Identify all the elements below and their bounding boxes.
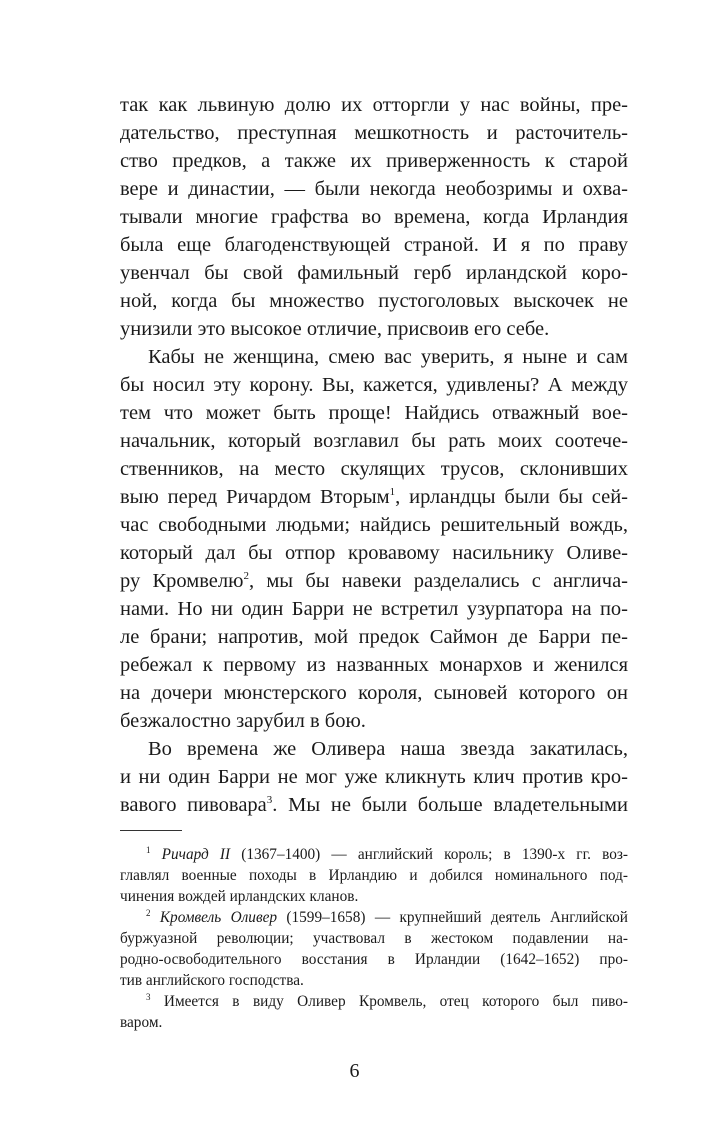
footnote-2-line: родно-освободительного восстания в Ирландии (1642–1652) про- [120, 951, 628, 968]
footnote-name: Кромвель Оливер [159, 909, 278, 926]
body-line: Кабы не женщина, смею вас уверить, я ныне и сам [148, 346, 628, 368]
body-line: час свободными людьми; найдись решительный вождь, [120, 514, 628, 536]
footnote-mark: 3 [146, 992, 151, 1002]
body-text: ру Кромвелю [120, 570, 244, 592]
footnote-2-line: буржуазной революции; участвовал в жестоком подавлении на- [120, 930, 628, 947]
footnote-ref-2[interactable]: 2 [243, 570, 249, 582]
footnote-name: Ричард II [161, 846, 231, 863]
body-line: вере и династии, — были некогда необозримы и охва- [120, 178, 628, 200]
body-line: нами. Но ни один Барри не встретил узурпатора на по- [120, 598, 628, 620]
body-line: Во времена же Оливера наша звезда закатилась, [148, 738, 628, 760]
page-number: 6 [349, 1060, 360, 1082]
body-line: который дал бы отпор кровавому насильнику Оливе- [120, 542, 628, 564]
footnote-mark: 1 [146, 845, 151, 855]
footnote-1-line [146, 845, 628, 866]
footnote-ref-1[interactable]: 1 [389, 486, 396, 498]
body-line: унизили это высокое отличие, присвоив его себе. [120, 318, 550, 340]
body-text: . Мы не были больше владетельными [272, 794, 628, 816]
body-line: увенчал бы свой фамильный герб ирландской коро- [120, 262, 628, 284]
footnote-mark: 2 [146, 908, 151, 918]
body-text: , мы бы навеки разделались с англича- [248, 570, 628, 592]
footnote-1-line: чинения вождей ирландских кланов. [120, 888, 359, 905]
footnote-separator [120, 830, 182, 831]
footnote-3-line [146, 992, 628, 1013]
body-line: и ни один Барри не мог уже кликнуть клич против кро- [120, 766, 628, 788]
body-text: , ирландцы были бы сей- [395, 486, 629, 508]
footnote-2-line [146, 908, 628, 929]
footnote-3-line: варом. [120, 1014, 163, 1031]
body-text: вавого пивовара [120, 794, 267, 816]
body-line: тем что может быть проще! Найдись отважный вое- [120, 402, 628, 424]
body-line: ство предков, а также их приверженность к старой [120, 150, 628, 172]
body-line [120, 567, 628, 595]
body-line: дательство, преступная мешкотность и расточитель- [120, 122, 628, 144]
footnote-2-line: тив английского господства. [120, 972, 304, 989]
body-text: выю перед Ричардом Вторым [120, 486, 390, 508]
body-line: на дочери мюнстерского короля, сыновей которого он [120, 682, 628, 704]
body-line: была еще благоденствующей страной. И я по праву [120, 234, 628, 256]
footnote-1-line: главлял военные походы в Ирландию и добился номинального под- [120, 867, 628, 884]
body-line: безжалостно зарубил в бою. [120, 710, 366, 732]
body-line: так как львиную долю их отторгли у нас войны, пре- [120, 94, 628, 116]
body-line [120, 791, 628, 819]
body-line: ребежал к первому из названных монархов и женился [120, 654, 628, 676]
footnote-text: (1599–1658) — крупнейший деятель Английской [277, 909, 628, 926]
body-line: начальник, который возглавил бы рать моих соотече- [120, 430, 628, 452]
body-line: ственников, на место скулящих трусов, склонивших [120, 458, 628, 480]
body-line [120, 483, 628, 511]
footnote-text: Имеется в виду Оливер Кромвель, отец которого был пиво- [150, 993, 628, 1010]
body-line: бы носил эту корону. Вы, кажется, удивлены? А между [120, 374, 628, 396]
body-line: тывали многие графства во времена, когда Ирландия [120, 206, 628, 228]
body-line: ле брани; напротив, мой предок Саймон де Барри пе- [120, 626, 628, 648]
body-line: ной, когда бы множество пустоголовых выскочек не [120, 290, 628, 312]
footnote-text: (1367–1400) — английский король; в 1390-х гг. воз- [230, 846, 629, 863]
footnote-ref-3[interactable]: 3 [266, 794, 273, 806]
